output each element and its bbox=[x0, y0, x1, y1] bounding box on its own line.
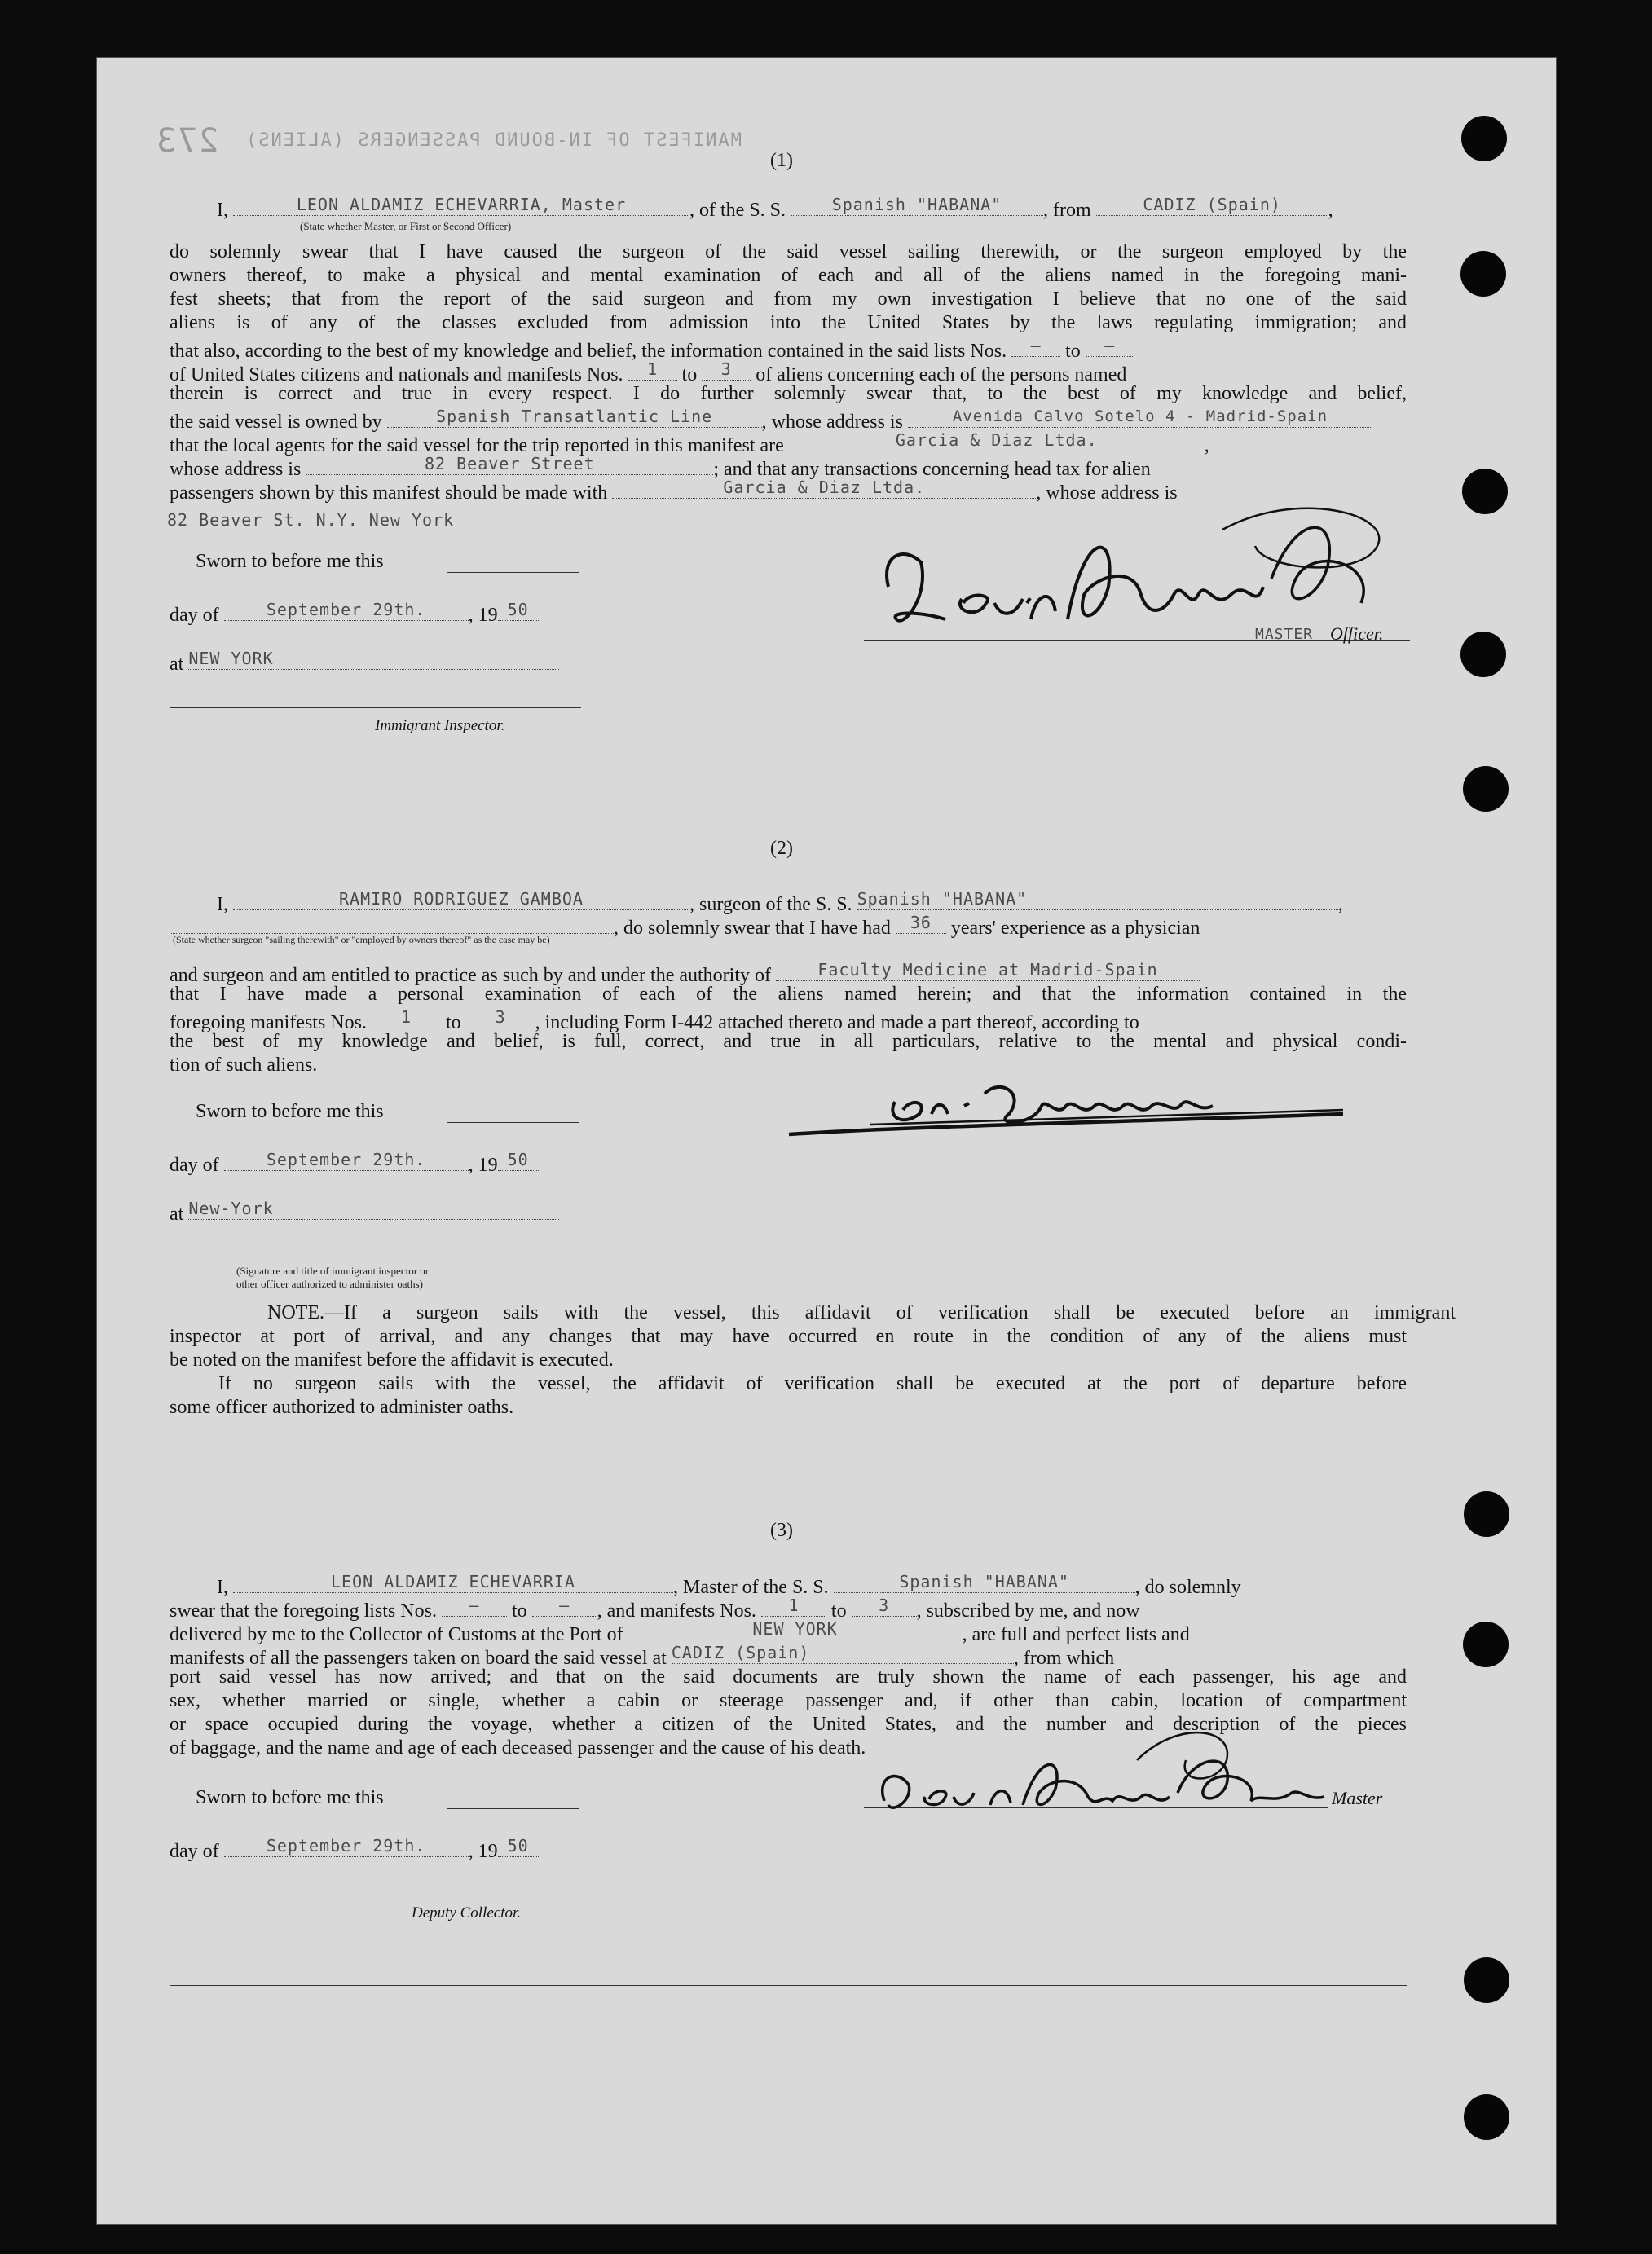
lists-to: — bbox=[1086, 335, 1134, 357]
agent-address: 82 Beaver Street bbox=[306, 453, 713, 475]
section-3-lists-line: swear that the foregoing lists Nos. — to — , and manifests Nos. 1 to 3 , subscribed by me, and now bbox=[170, 1596, 1140, 1622]
section-1-body-line: aliens is of any of the classes excluded from admission into the United States by the laws regulating immigration; and bbox=[170, 312, 1407, 333]
section-3-body-line: of baggage, and the name and age of each deceased passenger and the cause of his death. bbox=[170, 1737, 866, 1759]
of-ss-label: of the S. S. bbox=[699, 200, 786, 221]
section-3-heading-line: I, LEON ALDAMIZ ECHEVARRIA , Master of the S. S. Spanish "HABANA" , do solemnly bbox=[217, 1572, 1241, 1598]
punch-hole bbox=[1460, 251, 1506, 297]
sworn-label: Sworn to before me this bbox=[196, 551, 384, 572]
rank-caption: (State whether Master, or First or Second Officer) bbox=[300, 220, 512, 232]
headtax-address: 82 Beaver St. N.Y. New York bbox=[167, 510, 455, 530]
punch-hole bbox=[1460, 632, 1506, 677]
master-rank: Master bbox=[562, 195, 627, 214]
section-3-day-of-line: day of September 29th. , 19 50 bbox=[170, 1835, 539, 1863]
punch-hole bbox=[1464, 1957, 1509, 2003]
surgeon-manifests-from: 1 bbox=[372, 1006, 441, 1028]
note-line: some officer authorized to administer oaths. bbox=[170, 1397, 514, 1418]
sworn-rule bbox=[447, 572, 579, 573]
section-2-manifests-line: foregoing manifests Nos. 1 to 3 , including Form I-442 attached thereto and made a part thereof, according to bbox=[170, 1007, 1139, 1033]
punch-hole bbox=[1464, 2094, 1509, 2140]
section-3-body-line: sex, whether married or single, whether a cabin or steerage passenger and, if other than cabin, location of compartment bbox=[170, 1690, 1407, 1711]
section-3-sworn-rule bbox=[447, 1808, 579, 1809]
section-3-manifests-from: 1 bbox=[761, 1595, 826, 1617]
section-1-number: (1) bbox=[770, 150, 793, 171]
section-1-body-line: do solemnly swear that I have caused the surgeon of the said vessel sailing therewith, or the surgeon employed by the bbox=[170, 241, 1407, 262]
sworn-year: 50 bbox=[498, 599, 539, 621]
bleed-through-number: 273 bbox=[155, 122, 219, 160]
bottom-rule bbox=[170, 1985, 1407, 1986]
punch-hole bbox=[1461, 116, 1507, 161]
surgeon-inspector-caption-1: (Signature and title of immigrant inspector or bbox=[236, 1265, 430, 1277]
section-1-body-line: owners thereof, to make a physical and mental examination of each and all of the aliens named in the foregoing mani- bbox=[170, 265, 1407, 286]
surgeon-experience-line: , do solemnly swear that I have had 36 years' experience as a physician bbox=[170, 912, 1407, 940]
section-3-lists-from: — bbox=[442, 1595, 507, 1617]
officer-caption: Officer. bbox=[1330, 623, 1384, 644]
day-of-line: day of September 29th. , 19 50 bbox=[170, 599, 539, 627]
sworn-place: NEW YORK bbox=[188, 648, 559, 670]
note-line: If no surgeon sails with the vessel, the affidavit of verification shall be executed at the port of departure before bbox=[218, 1373, 1407, 1394]
note-label: NOTE. bbox=[267, 1302, 324, 1323]
section-1-manifests-line: of United States citizens and nationals and manifests Nos. 1 to 3 of aliens concerning each of the persons named bbox=[170, 359, 1127, 385]
manifests-from: 1 bbox=[628, 359, 677, 381]
officer-rank: MASTER bbox=[1255, 626, 1314, 643]
section-2-number: (2) bbox=[770, 838, 793, 859]
manifests-to: 3 bbox=[702, 359, 751, 381]
agents-line: that the local agents for the said vessel for the trip reported in this manifest are Garcia & Diaz Ltda. , bbox=[170, 430, 1209, 456]
surgeon-name: RAMIRO RODRIGUEZ GAMBOA bbox=[233, 888, 689, 910]
section-3-sworn-date: September 29th. bbox=[224, 1835, 469, 1857]
inspector-rule bbox=[170, 707, 581, 708]
owner-line: the said vessel is owned by Spanish Transatlantic Line , whose address is Avenida Calvo Sotelo 4 - Madrid-Spain bbox=[170, 406, 1407, 434]
section-2-body-line: that I have made a personal examination of each of the aliens named herein; and that the information contained in the bbox=[170, 984, 1407, 1005]
medical-authority: Faculty Medicine at Madrid-Spain bbox=[776, 959, 1200, 981]
passengers-line: manifests of all the passengers taken on board the said vessel at CADIZ (Spain) , from which bbox=[170, 1643, 1115, 1669]
section-2-body-line: the best of my knowledge and belief, is full, correct, and true in all particulars, relative to the mental and physical condi- bbox=[170, 1031, 1407, 1052]
section-3-departure-port: CADIZ (Spain) bbox=[672, 1642, 1014, 1664]
surgeon-inspector-caption-2: other officer authorized to administer oaths) bbox=[236, 1278, 423, 1290]
section-3-lists-to: — bbox=[532, 1595, 597, 1617]
authority-line: and surgeon and am entitled to practice as such by and under the authority of Faculty Medicine at Madrid-Spain bbox=[170, 959, 1407, 988]
master-caption: Master bbox=[1332, 1788, 1383, 1808]
surgeon-sworn-year: 50 bbox=[498, 1149, 539, 1171]
agent-address-line: whose address is 82 Beaver Street ; and that any transactions concerning head tax for alien bbox=[170, 454, 1151, 480]
section-3-sworn-year: 50 bbox=[498, 1835, 539, 1857]
collector-caption: Deputy Collector. bbox=[412, 1904, 522, 1922]
surgeon-manifests-to: 3 bbox=[466, 1006, 535, 1028]
local-agents: Garcia & Diaz Ltda. bbox=[789, 429, 1205, 451]
section-3-sworn-label: Sworn to before me this bbox=[196, 1787, 384, 1808]
from-label: from bbox=[1053, 200, 1091, 221]
note-line: be noted on the manifest before the affidavit is executed. bbox=[170, 1349, 614, 1371]
lists-from: — bbox=[1011, 335, 1060, 357]
headtax-line: passengers shown by this manifest should be made with Garcia & Diaz Ltda. , whose address is bbox=[170, 478, 1178, 504]
collector-line: delivered by me to the Collector of Customs at the Port of NEW YORK , are full and perfect lists and bbox=[170, 1619, 1190, 1645]
note-line: NOTE.—If a surgeon sails with the vessel, this affidavit of verification shall be executed before an immigrant bbox=[267, 1302, 1456, 1323]
section-3-body-line: port said vessel has now arrived; and that on the said documents are truly shown the name of each passenger, his age and bbox=[170, 1666, 1407, 1688]
surgeon-at-line: at New-York bbox=[170, 1198, 559, 1226]
arrival-port: NEW YORK bbox=[628, 1618, 963, 1640]
sworn-date: September 29th. bbox=[224, 599, 469, 621]
section-2-body-line: tion of such aliens. bbox=[170, 1054, 318, 1076]
section-1-body-line: fest sheets; that from the report of the said surgeon and from my own investigation I believe that no one of the said bbox=[170, 288, 1407, 310]
master-signature-2 bbox=[868, 1711, 1341, 1817]
departure-port: CADIZ (Spain) bbox=[1096, 194, 1328, 216]
section-2-heading-line: I, RAMIRO RODRIGUEZ GAMBOA , surgeon of the S. S. Spanish "HABANA" , bbox=[217, 889, 1343, 915]
inspector-caption: Immigrant Inspector. bbox=[375, 717, 505, 734]
section-3-number: (3) bbox=[770, 1520, 793, 1541]
surgeon-sworn-place: New-York bbox=[188, 1198, 559, 1220]
section-1-body-line: therein is correct and true in every respect. I do further solemnly swear that, to the best of my knowledge and belief, bbox=[170, 383, 1407, 404]
section-1-lists-line: that also, according to the best of my knowledge and belief, the information contained in the said lists Nos. — to — bbox=[170, 335, 1407, 363]
surgeon-sworn-label: Sworn to before me this bbox=[196, 1101, 384, 1122]
section-1-heading-line: I, LEON ALDAMIZ ECHEVARRIA, Master , of the S. S. Spanish "HABANA" , from CADIZ (Spain) , bbox=[217, 195, 1333, 221]
master-signature-1 bbox=[872, 497, 1410, 652]
headtax-agent: Garcia & Diaz Ltda. bbox=[612, 477, 1036, 499]
surgeon-sworn-rule bbox=[447, 1122, 579, 1123]
surgeon-signature bbox=[789, 1077, 1359, 1142]
note-line: inspector at port of arrival, and any changes that may have occurred en route in the condition of any of the aliens must bbox=[170, 1326, 1407, 1347]
surgeon-sworn-date: September 29th. bbox=[224, 1149, 469, 1171]
surgeon-day-of-line: day of September 29th. , 19 50 bbox=[170, 1149, 539, 1177]
punch-hole bbox=[1463, 1622, 1509, 1667]
bleed-through-header: MANIFEST OF IN-BOUND PASSENGERS (ALIENS) bbox=[244, 130, 742, 151]
punch-hole bbox=[1463, 766, 1509, 812]
master-name: LEON ALDAMIZ ECHEVARRIA bbox=[296, 195, 541, 214]
section-3-vessel: Spanish "HABANA" bbox=[834, 1571, 1135, 1593]
surgeon-caption: (State whether surgeon "sailing therewith" or "employed by owners thereof" as the case may be) bbox=[173, 934, 550, 945]
punch-hole bbox=[1464, 1491, 1509, 1537]
owner-address: Avenida Calvo Sotelo 4 - Madrid-Spain bbox=[908, 406, 1372, 428]
vessel-owner: Spanish Transatlantic Line bbox=[387, 406, 762, 428]
at-line: at NEW YORK bbox=[170, 648, 559, 676]
vessel-name: Spanish "HABANA" bbox=[791, 194, 1043, 216]
surgeon-vessel: Spanish "HABANA" bbox=[857, 888, 1338, 910]
years-experience: 36 bbox=[896, 912, 946, 934]
section-3-master-name: LEON ALDAMIZ ECHEVARRIA bbox=[233, 1571, 673, 1593]
punch-hole bbox=[1462, 469, 1508, 514]
section-3-manifests-to: 3 bbox=[852, 1595, 917, 1617]
section-3-body-line: or space occupied during the voyage, whether a citizen of the United States, and the number and description of the pieces bbox=[170, 1714, 1407, 1735]
